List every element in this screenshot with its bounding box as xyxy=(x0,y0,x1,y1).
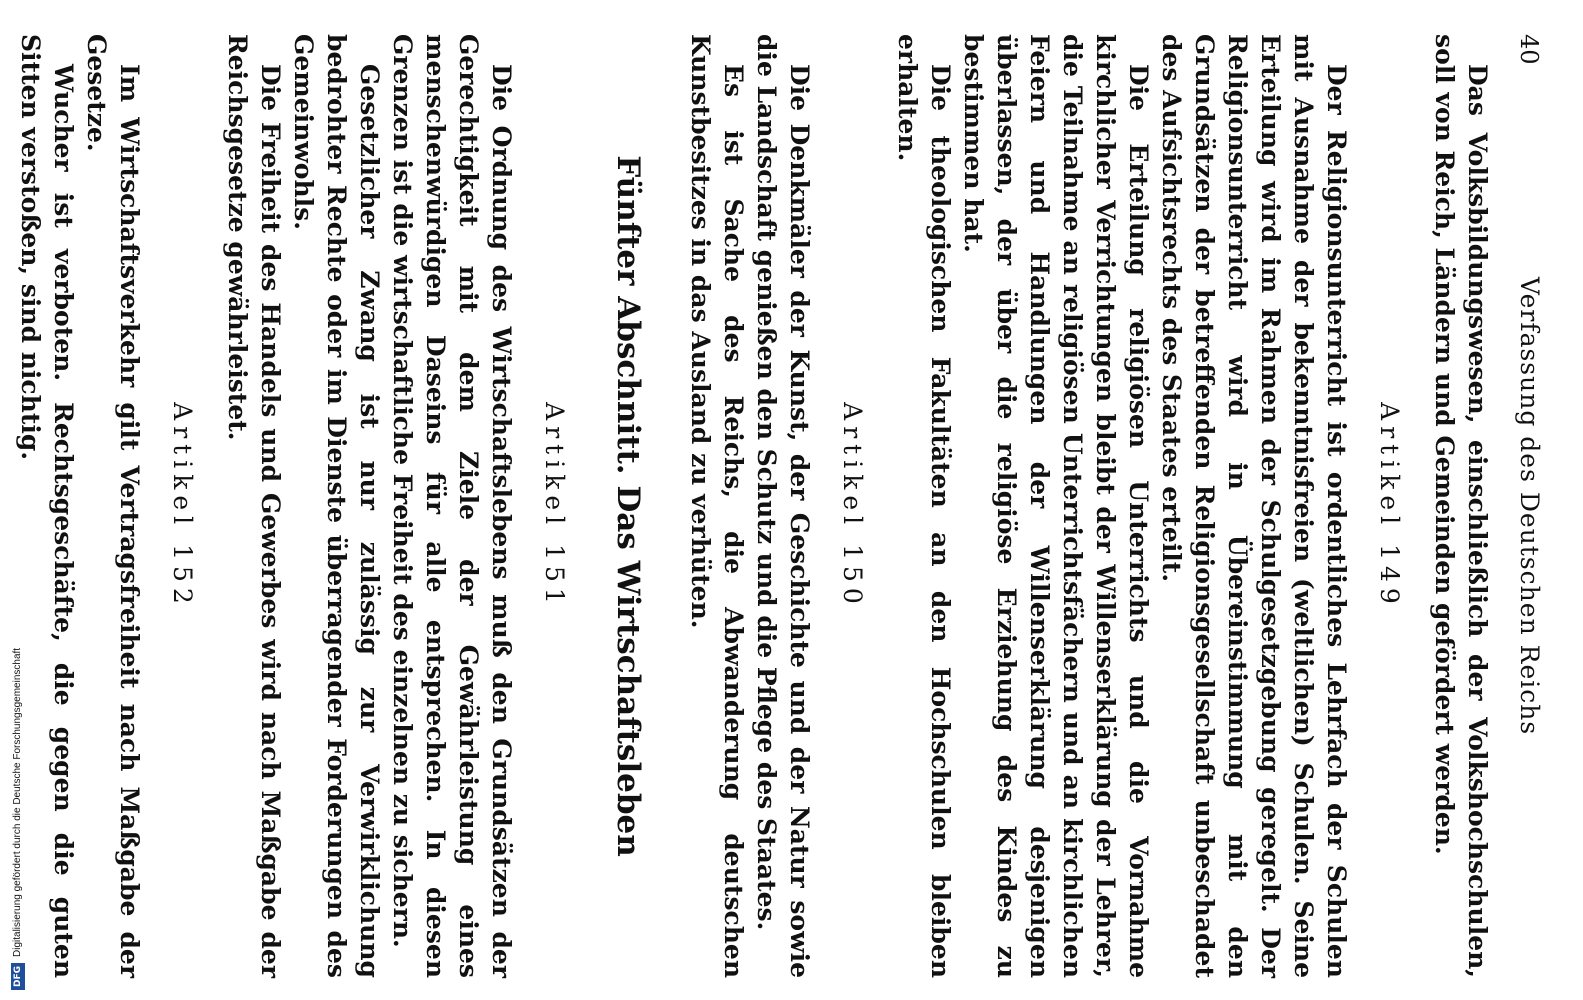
article-151-paragraph-1: Die Ordnung des Wirtschaftslebens muß den Grundsätzen der Gerechtigkeit mit dem Ziele der Gewährleistung eines menschenwürdigen Daseins für alle entsprechen. In diesen Grenzen ist die wirtschaftliche Freiheit des einzelnen zu sichern. xyxy=(388,34,516,978)
running-title: Verfassung des Deutschen Reichs xyxy=(1515,276,1544,736)
article-150-heading: Artikel 150 xyxy=(838,402,867,610)
article-150-paragraph-1: Die Denkmäler der Kunst, der Geschichte und der Natur sowie die Landschaft genießen den Schutz und die Pflege des Staates. xyxy=(752,34,814,978)
page-number: 40 xyxy=(1515,34,1543,65)
dfg-logo: DFG xyxy=(11,963,25,990)
article-151-paragraph-3: Die Freiheit des Handels und Gewerbes wird nach Maßgabe der Reichsgesetze gewährleistet. xyxy=(223,34,285,978)
credit-text: Digitalisierung gefördert durch die Deutsche Forschungsgemeinschaft xyxy=(12,647,23,957)
article-149-heading: Artikel 149 xyxy=(1375,402,1404,610)
article-152-paragraph-2: Wucher ist verboten. Rechtsgeschäfte, die gegen die guten Sitten verstoßen, sind nichtig. xyxy=(16,34,78,978)
article-150-paragraph-2: Es ist Sache des Reichs, die Abwanderung deutschen Kunstbesitzes in das Ausland zu verhüten. xyxy=(686,34,748,978)
article-149-paragraph-2: Die Erteilung religiösen Unterrichts und die Vornahme kirchlicher Verrichtungen bleibt der Willenserklärung der Lehrer, die Teilnahme an religiösen Unterrichtsfächern und an kirchlichen Feiern und Handlungen der Willenserklärung desjenigen überlassen, der über die religiöse Erziehung des Kindes zu bestimmen hat. xyxy=(959,34,1153,978)
article-151-heading: Artikel 151 xyxy=(540,402,569,610)
article-152-heading: Artikel 152 xyxy=(168,402,197,610)
article-149-paragraph-1: Der Religionsunterricht ist ordentliches Lehrfach der Schulen mit Ausnahme der bekenntnisfreien (weltlichen) Schulen. Seine Erteilung wird im Rahmen der Schulgesetzgebung geregelt. Der Religionsunterricht wird in Übereinstimmung mit den Grundsätzen der betreffenden Religionsgesellschaft unbeschadet des Aufsichtsrechts des Staates erteilt. xyxy=(1157,34,1351,978)
running-head xyxy=(1512,34,1546,978)
article-151-paragraph-2: Gesetzlicher Zwang ist nur zulässig zur Verwirklichung bedrohter Rechte oder im Dienste überragender Forderungen des Gemeinwohls. xyxy=(289,34,384,978)
intro-paragraph: Das Volksbildungswesen, einschließlich der Volkshochschulen, soll von Reich, Ländern und Gemeinden gefördert werden. xyxy=(1430,34,1492,978)
article-152-paragraph-1: Im Wirtschaftsverkehr gilt Vertragsfreiheit nach Maßgabe der Gesetze. xyxy=(82,34,144,978)
article-149-paragraph-3: Die theologischen Fakultäten an den Hochschulen bleiben erhalten. xyxy=(893,34,955,978)
section-heading: Fünfter Abschnitt. Das Wirtschaftsleben xyxy=(610,155,646,857)
